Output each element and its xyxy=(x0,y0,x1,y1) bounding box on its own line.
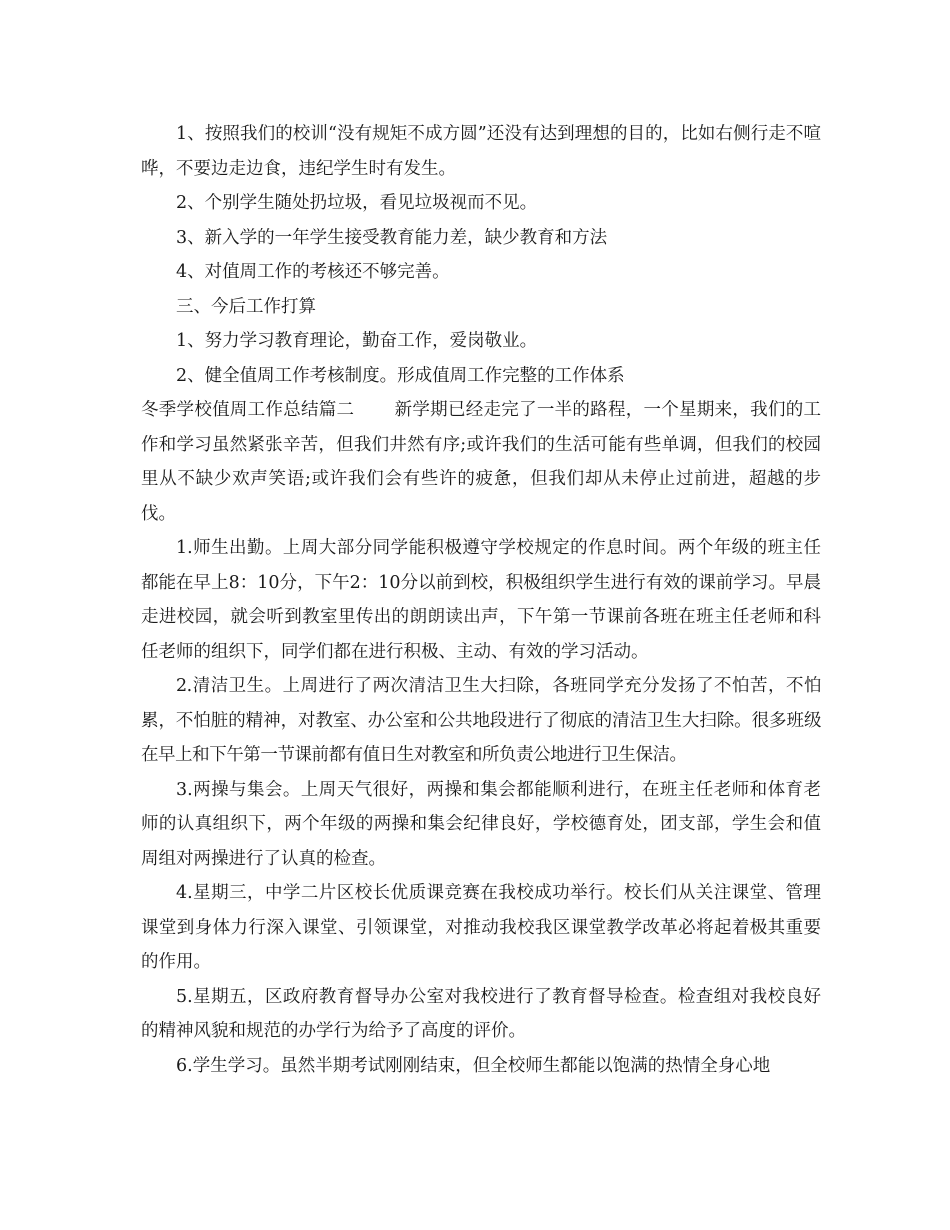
list-item: 4.星期三，中学二片区校长优质课竞赛在我校成功举行。校长们从关注课堂、管理课堂到身体力行深入课堂、引领课堂，对推动我校我区课堂教学改革必将起着极其重要的作用。 xyxy=(141,883,821,972)
paragraph: 4、对值周工作的考核还不够完善。 xyxy=(176,262,450,282)
section-heading: 三、今后工作打算 xyxy=(176,296,316,317)
paragraph: 1、按照我们的校训“没有规矩不成方圆”还没有达到理想的目的，比如右侧行走不喧哗，不要边走边食，违纪学生时有发生。 xyxy=(141,124,821,179)
list-item: 6.学生学习。虽然半期考试刚刚结束，但全校师生都能以饱满的热情全身心地 xyxy=(176,1055,771,1076)
list-item: 2.清洁卫生。上周进行了两次清洁卫生大扫除，各班同学充分发扬了不怕苦，不怕累，不怕脏的精神，对教室、办公室和公共地段进行了彻底的清洁卫生大扫除。很多班级在早上和下午第一节课前都有值日生对教室和所负责公地进行卫生保洁。 xyxy=(141,676,821,765)
paragraph: 2、健全值周工作考核制度。形成值周工作完整的工作体系 xyxy=(176,365,625,386)
list-item: 5.星期五，区政府教育督导办公室对我校进行了教育督导检查。检查组对我校良好的精神风貌和规范的办学行为给予了高度的评价。 xyxy=(141,986,821,1041)
paragraph: 3、新入学的一年学生接受教育能力差，缺少教育和方法 xyxy=(176,227,608,248)
section-intro-paragraph xyxy=(141,393,821,531)
paragraph: 1、努力学习教育理论，勤奋工作，爱岗敬业。 xyxy=(176,331,538,351)
paragraph: 2、个别学生随处扔垃圾，看见垃圾视而不见。 xyxy=(176,193,538,213)
list-item: 3.两操与集会。上周天气很好，两操和集会都能顺利进行，在班主任老师和体育老师的认真组织下，两个年级的两操和集会纪律良好，学校德育处，团支部，学生会和值周组对两操进行了认真的检查。 xyxy=(141,779,821,869)
document-body xyxy=(141,117,821,1083)
list-item: 1.师生出勤。上周大部分同学能积极遵守学校规定的作息时间。两个年级的班主任都能在早上8：10分，下午2：10分以前到校，积极组织学生进行有效的课前学习。早晨走进校园，就会听到教室里传出的朗朗读出声，下午第一节课前各班在班主任老师和科任老师的组织下，同学们都在进行积极、主动、有效的学习活动。 xyxy=(141,538,821,662)
section-title: 冬季学校值周工作总结篇二 xyxy=(141,400,355,420)
section-intro: 新学期已经走完了一半的路程，一个星期来，我们的工作和学习虽然紧张辛苦，但我们井然有序;或许我们的生活可能有些单调，但我们的校园里从不缺少欢声笑语;或许我们会有些许的疲惫，但我们却从未停止过前进，超越的步伐。 xyxy=(141,400,822,524)
